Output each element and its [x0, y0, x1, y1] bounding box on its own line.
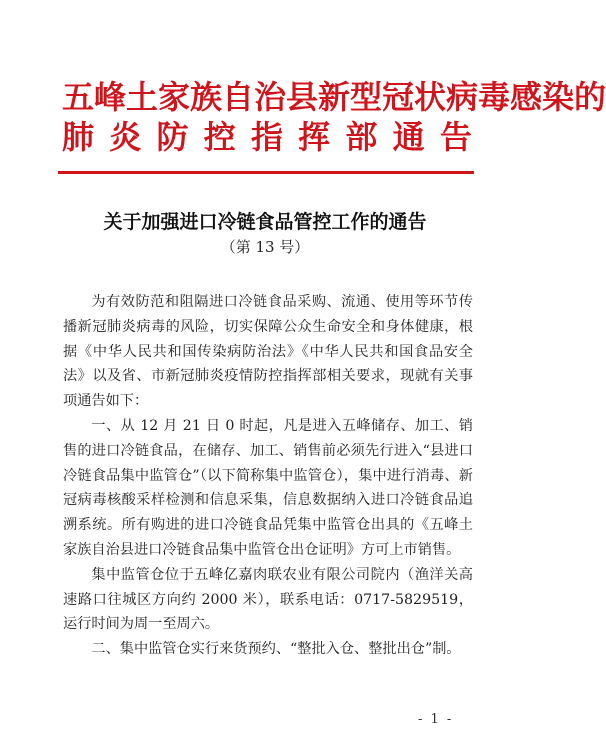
header-char: 炎 [109, 118, 142, 156]
notice-number: （第 13 号） [220, 238, 310, 256]
paragraph: 二、集中监管仓实行来货预约、“整批入仓、整批出仓”制。 [91, 641, 461, 658]
header-char: 肺 [62, 118, 95, 156]
header-char: 指 [250, 118, 283, 156]
page-number: - 1 - [418, 712, 454, 727]
header-char: 告 [439, 118, 472, 156]
red-header-line-1 [62, 78, 606, 116]
paragraph: 一、从 12 月 21 日 0 时起，凡是进入五峰储存、加工、销售的进口冷链食品，在储存、加工、销售前必须先行进入“县进口冷链食品集中监管仓”（以下简称集中监管仓），集中进行消毒、新冠病毒核酸采样检测和信息采集，信息数据纳入进口冷链食品追溯系统。所有购进的进口冷链食品凭集中监管仓出具的《五峰土家族自治县进口冷链食品集中监管仓出仓证明》方可上市销售。 [63, 417, 473, 558]
paragraph: 为有效防范和阻隔进口冷链食品采购、流通、使用等环节传播新冠肺炎病毒的风险，切实保障公众生命安全和身体健康，根据《中华人民共和国传染病防治法》《中华人民共和国食品安全法》以及省、市新冠肺炎疫情防控指挥部相关要求，现就有关事项通告如下： [63, 294, 473, 410]
red-divider-line [58, 171, 474, 174]
notice-body [63, 290, 473, 662]
header-text-line-1: 五峰土家族自治县新型冠状病毒感染的 [62, 78, 606, 116]
paragraph: 集中监管仓位于五峰亿嘉肉联农业有限公司院内（渔洋关高速路口往城区方向约 2000 米），联系电话：0717-5829519，运行时间为周一至周六。 [63, 566, 473, 633]
header-char: 控 [203, 118, 236, 156]
header-char: 挥 [298, 118, 331, 156]
notice-title: 关于加强进口冷链食品管控工作的通告 [103, 211, 427, 233]
red-header-line-2 [62, 118, 472, 156]
header-char: 部 [345, 118, 378, 156]
header-char: 防 [156, 118, 189, 156]
header-char: 通 [392, 118, 425, 156]
